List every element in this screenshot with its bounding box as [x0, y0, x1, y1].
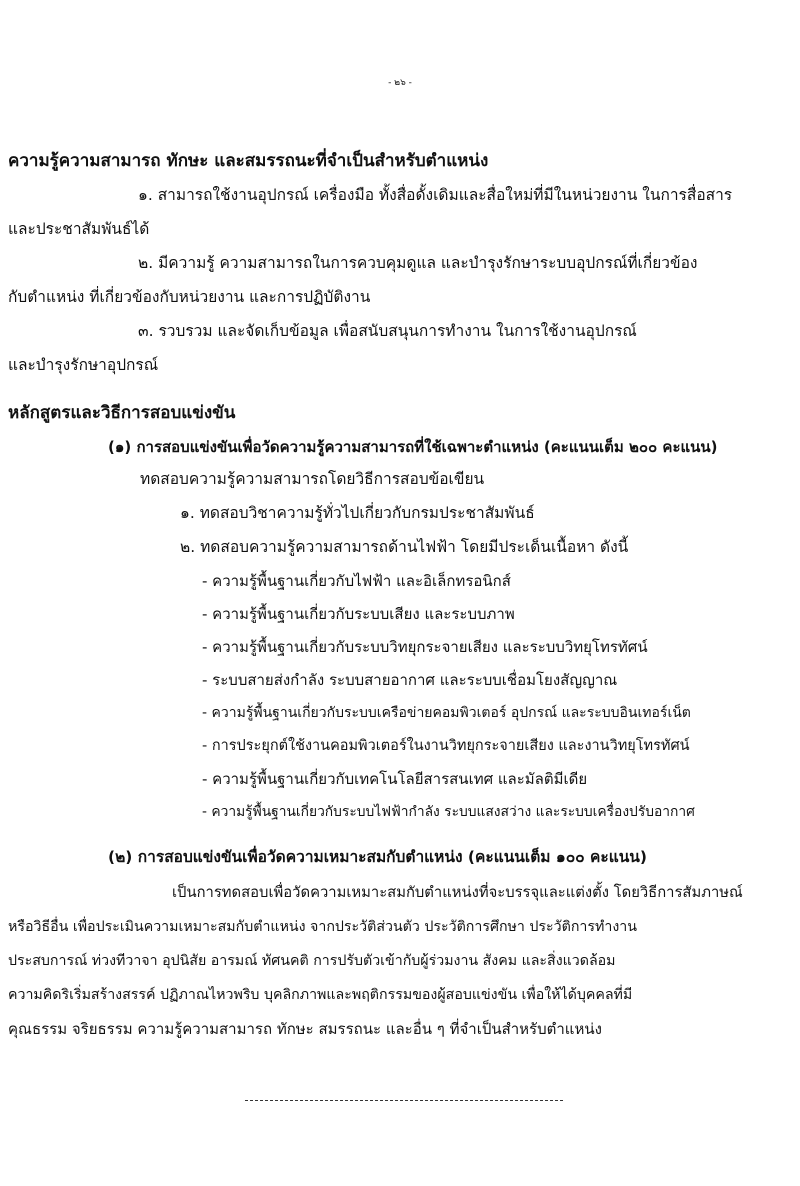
- exam-part1-title: (๑) การสอบแข่งขันเพื่อวัดความรู้ความสามารถที่ใช้เฉพาะตำแหน่ง (คะแนนเต็ม ๒๐๐ คะแนน): [108, 438, 718, 456]
- competency-line: และบำรุงรักษาอุปกรณ์: [8, 356, 159, 374]
- page-number: - ๒๖ -: [388, 78, 412, 88]
- suitability-paragraph-line: หรือวิธีอื่น เพื่อประเมินความเหมาะสมกับตำแหน่ง จากประวัติส่วนตัว ประวัติการศึกษา ประวัติการทำงาน: [8, 919, 637, 935]
- section-heading-competency: ความรู้ความสามารถ ทักษะ และสมรรถนะที่จำเป็นสำหรับตำแหน่ง: [8, 151, 489, 171]
- suitability-paragraph-line: ความคิดริเริ่มสร้างสรรค์ ปฏิภาณไหวพริบ บุคลิกภาพและพฤติกรรมของผู้สอบแข่งขัน เพื่อให้ได้บุคคลที่มี: [8, 987, 633, 1003]
- suitability-paragraph-line: คุณธรรม จริยธรรม ความรู้ความสามารถ ทักษะ สมรรถนะ และอื่น ๆ ที่จำเป็นสำหรับตำแหน่ง: [8, 1020, 602, 1038]
- topic-bullet: - ความรู้พื้นฐานเกี่ยวกับระบบวิทยุกระจายเสียง และระบบวิทยุโทรทัศน์: [202, 638, 648, 656]
- exam-item: ๒. ทดสอบความรู้ความสามารถด้านไฟฟ้า โดยมีประเด็นเนื้อหา ดังนี้: [180, 538, 629, 556]
- topic-bullet: - ความรู้พื้นฐานเกี่ยวกับไฟฟ้า และอิเล็กทรอนิกส์: [202, 572, 511, 590]
- competency-line: กับตำแหน่ง ที่เกี่ยวข้องกับหน่วยงาน และการปฏิบัติงาน: [8, 288, 371, 306]
- topic-bullet: - ความรู้พื้นฐานเกี่ยวกับระบบเครือข่ายคอมพิวเตอร์ อุปกรณ์ และระบบอินเทอร์เน็ต: [202, 705, 691, 721]
- competency-line: ๒. มีความรู้ ความสามารถในการควบคุมดูแล และบำรุงรักษาระบบอุปกรณ์ที่เกี่ยวข้อง: [138, 254, 698, 272]
- exam-item: ๑. ทดสอบวิชาความรู้ทั่วไปเกี่ยวกับกรมประชาสัมพันธ์: [180, 504, 535, 522]
- suitability-paragraph-line: เป็นการทดสอบเพื่อวัดความเหมาะสมกับตำแหน่งที่จะบรรจุและแต่งตั้ง โดยวิธีการสัมภาษณ์: [172, 884, 743, 901]
- exam-part1-intro: ทดสอบความรู้ความสามารถโดยวิธีการสอบข้อเขียน: [140, 470, 485, 488]
- topic-bullet: - ความรู้พื้นฐานเกี่ยวกับระบบไฟฟ้ากำลัง ระบบแสงสว่าง และระบบเครื่องปรับอากาศ: [202, 804, 695, 820]
- exam-part2-title: (๒) การสอบแข่งขันเพื่อวัดความเหมาะสมกับตำแหน่ง (คะแนนเต็ม ๑๐๐ คะแนน): [108, 848, 647, 866]
- competency-line: ๑. สามารถใช้งานอุปกรณ์ เครื่องมือ ทั้งสื่อดั้งเดิมและสื่อใหม่ที่มีในหน่วยงาน ในการสื่อสาร: [138, 186, 733, 204]
- topic-bullet: - การประยุกต์ใช้งานคอมพิวเตอร์ในงานวิทยุกระจายเสียง และงานวิทยุโทรทัศน์: [202, 738, 690, 754]
- suitability-paragraph-line: ประสบการณ์ ท่วงทีวาจา อุปนิสัย อารมณ์ ทัศนคติ การปรับตัวเข้ากับผู้ร่วมงาน สังคม และสิ่งแวดล้อม: [8, 953, 616, 969]
- section-heading-exam: หลักสูตรและวิธีการสอบแข่งขัน: [8, 403, 236, 423]
- competency-line: ๓. รวบรวม และจัดเก็บข้อมูล เพื่อสนับสนุนการทำงาน ในการใช้งานอุปกรณ์: [138, 322, 637, 340]
- topic-bullet: - ความรู้พื้นฐานเกี่ยวกับเทคโนโลยีสารสนเทศ และมัลติมีเดีย: [202, 770, 588, 788]
- end-separator: [245, 1100, 563, 1101]
- competency-line: และประชาสัมพันธ์ได้: [8, 220, 150, 238]
- topic-bullet: - ระบบสายส่งกำลัง ระบบสายอากาศ และระบบเชื่อมโยงสัญญาณ: [202, 671, 618, 689]
- topic-bullet: - ความรู้พื้นฐานเกี่ยวกับระบบเสียง และระบบภาพ: [202, 605, 515, 623]
